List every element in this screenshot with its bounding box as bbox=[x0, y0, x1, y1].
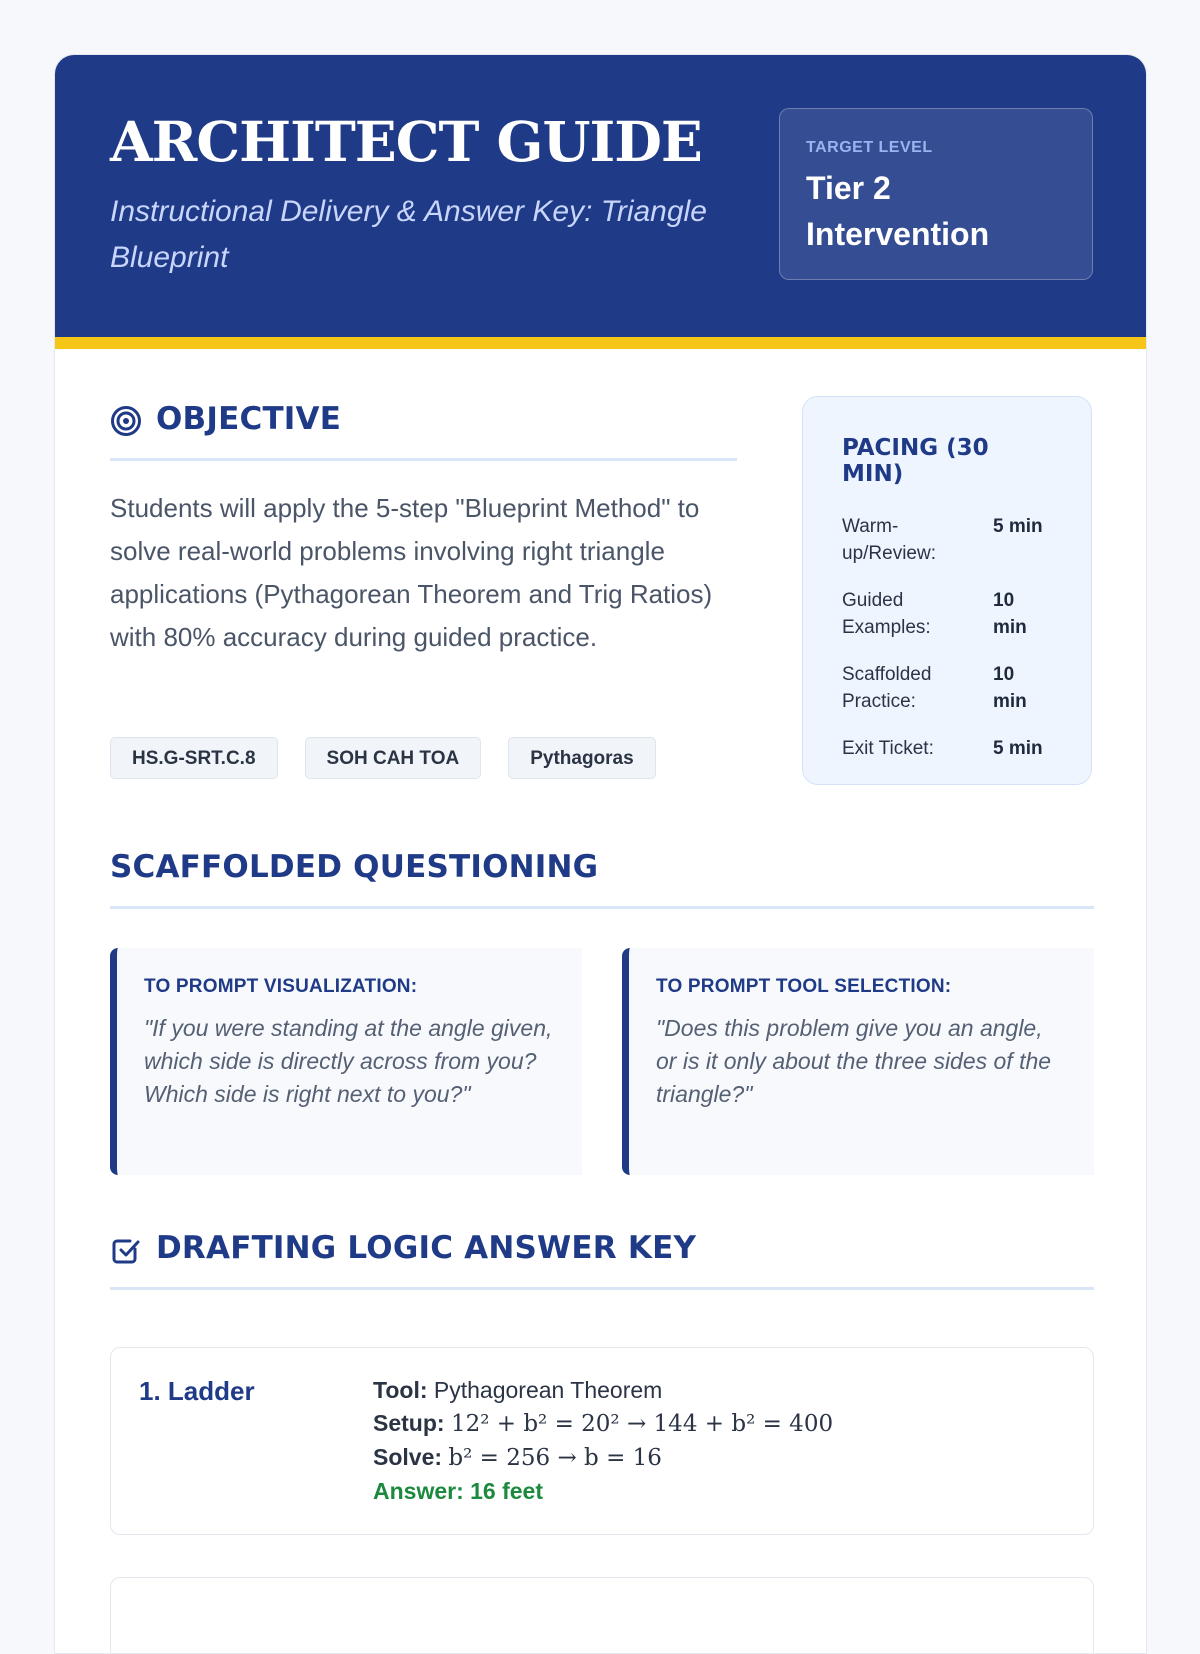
pacing-value: 5 min bbox=[993, 738, 1043, 759]
answer-body bbox=[373, 1374, 833, 1508]
answer-card bbox=[110, 1347, 1094, 1535]
page-subtitle: Instructional Delivery & Answer Key: Triangle Blueprint bbox=[110, 195, 707, 274]
tag-pythagoras: Pythagoras bbox=[508, 737, 655, 779]
pacing-title: PACING (30 MIN) bbox=[842, 435, 989, 487]
tool-value: Pythagorean Theorem bbox=[433, 1377, 663, 1403]
answer-tool-line bbox=[373, 1374, 833, 1407]
header-banner bbox=[55, 55, 1147, 349]
pacing-row bbox=[842, 587, 1053, 641]
question-text: "If you were standing at the angle given, which side is directly across from you? Which side is right next to you?" bbox=[144, 1015, 553, 1107]
answer-card-next bbox=[110, 1577, 1094, 1654]
answer-setup-line bbox=[373, 1407, 833, 1441]
answer-title: 1. Ladder bbox=[139, 1376, 255, 1406]
pacing-label: Guided Examples: bbox=[842, 590, 931, 638]
pacing-value: 5 min bbox=[993, 516, 1043, 537]
tag-standard: HS.G-SRT.C.8 bbox=[110, 737, 278, 779]
question-box-visualization bbox=[110, 948, 582, 1175]
pacing-row bbox=[842, 513, 1053, 567]
pacing-row bbox=[842, 735, 1053, 762]
tool-label: Tool: bbox=[373, 1377, 428, 1403]
target-level-label: TARGET LEVEL bbox=[806, 139, 933, 156]
setup-label: Setup: bbox=[373, 1410, 445, 1436]
questioning-heading bbox=[110, 849, 1094, 909]
page-title: ARCHITECT GUIDE bbox=[110, 109, 702, 174]
objective-heading bbox=[110, 401, 737, 461]
question-label: TO PROMPT VISUALIZATION: bbox=[144, 976, 418, 997]
tag-soh-cah-toa: SOH CAH TOA bbox=[305, 737, 482, 779]
objective-text: Students will apply the 5-step "Blueprint Method" to solve real-world problems involving right triangle applications (Pythagorean Theorem and Trig Ratios) with 80% accuracy during guided practice. bbox=[110, 493, 713, 652]
pacing-row bbox=[842, 661, 1053, 715]
pacing-value: 10 min bbox=[993, 664, 1027, 712]
checkbox-icon bbox=[110, 1234, 142, 1266]
solve-equation: b² = 256 → b = 16 bbox=[448, 1445, 662, 1471]
standards-tags bbox=[110, 737, 656, 779]
pacing-label: Warm-up/Review: bbox=[842, 516, 936, 564]
target-icon bbox=[110, 405, 142, 437]
target-level-box bbox=[779, 108, 1093, 280]
target-level-value: Tier 2 Intervention bbox=[806, 170, 990, 252]
questioning-title: SCAFFOLDED QUESTIONING bbox=[110, 849, 599, 885]
question-label: TO PROMPT TOOL SELECTION: bbox=[656, 976, 952, 997]
question-box-tool-selection bbox=[622, 948, 1094, 1175]
objective-title: OBJECTIVE bbox=[156, 401, 342, 437]
answer-key-heading bbox=[110, 1230, 1094, 1290]
answer-key-title: DRAFTING LOGIC ANSWER KEY bbox=[156, 1230, 697, 1266]
answer-value: Answer: 16 feet bbox=[373, 1478, 544, 1504]
pacing-panel bbox=[802, 396, 1092, 785]
question-text: "Does this problem give you an angle, or is it only about the three sides of the triangle?" bbox=[656, 1015, 1052, 1107]
pacing-label: Scaffolded Practice: bbox=[842, 664, 932, 712]
pacing-value: 10 min bbox=[993, 590, 1027, 638]
pacing-label: Exit Ticket: bbox=[842, 738, 934, 759]
setup-equation: 12² + b² = 20² → 144 + b² = 400 bbox=[450, 1411, 834, 1437]
answer-solve-line bbox=[373, 1441, 833, 1475]
solve-label: Solve: bbox=[373, 1444, 443, 1470]
guide-card bbox=[54, 54, 1147, 1654]
